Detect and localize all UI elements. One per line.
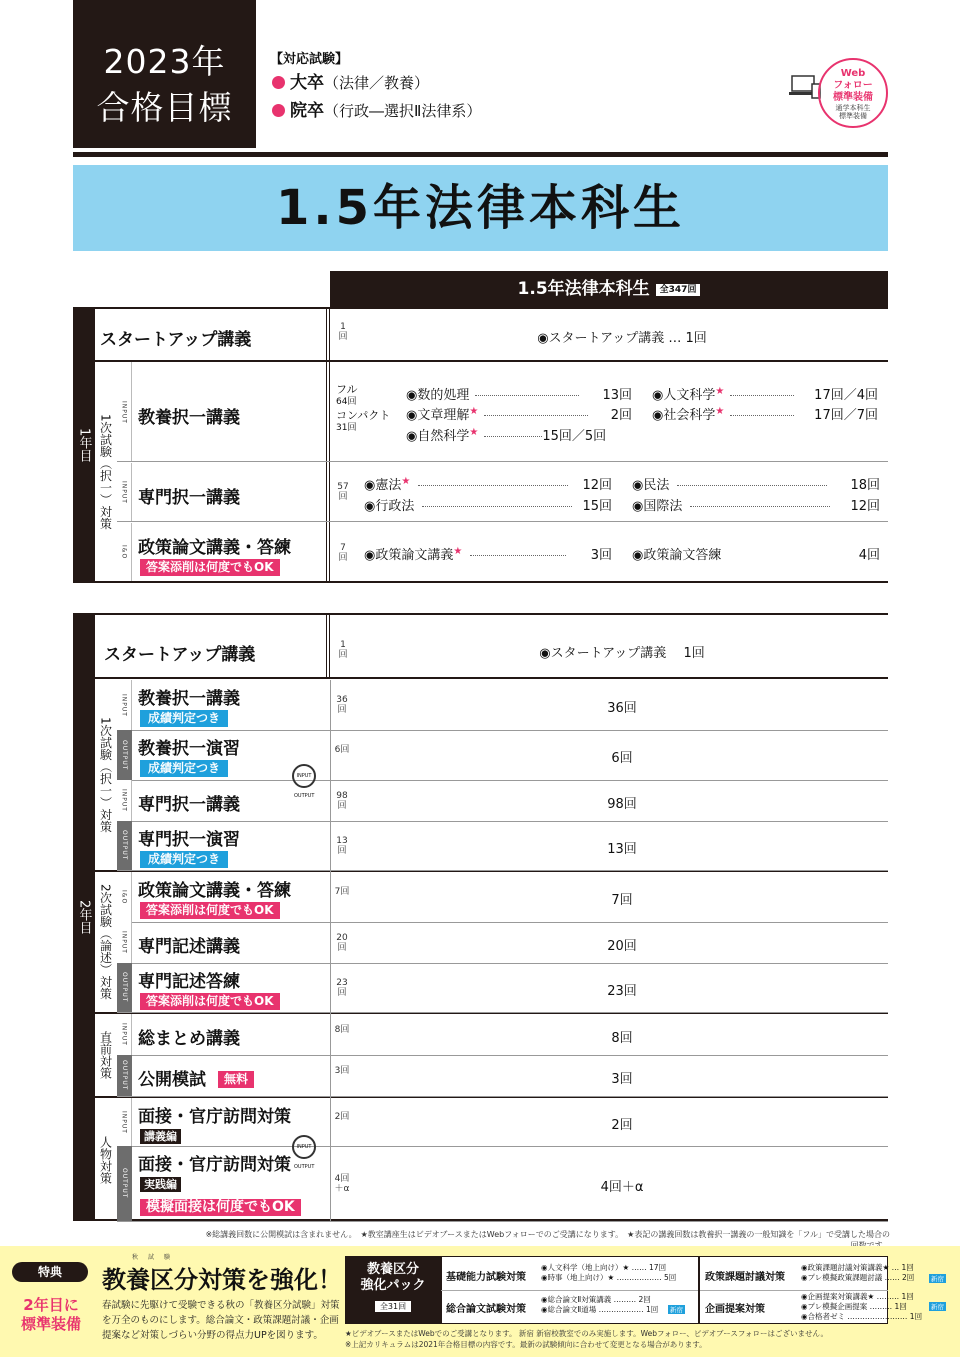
y2-phase4-label: 人物対策 — [98, 1135, 113, 1184]
y1-seisaku-item: ◉政策論文講義★ 3回 — [364, 546, 612, 563]
kikaku-items: ◉企画提案対策講義★ ……… 1回 ◉プレ模擬企画提案 ……… 1回 ◉合格者ゼミ …………………… 1回 — [801, 1292, 923, 1321]
y2-startup-name: スタートアップ講義 — [104, 645, 256, 665]
course-value: 23回 — [607, 983, 637, 999]
row-divider — [117, 922, 888, 923]
seisaku-items: ◉政策課題討議対策講義★ … 1回 ◉プレ模擬政策課題討議 …… 2回 — [801, 1263, 915, 1282]
course-tag-wrap — [140, 707, 228, 727]
course-tag: 成績判定つき — [140, 710, 228, 727]
course-value: 36回 — [607, 701, 637, 716]
course-tag: 答案添削は何度でもOK — [140, 902, 280, 919]
course-value: 2回 — [611, 1118, 633, 1133]
sogo-items: ◉総合論文Ⅱ対策講義 ……… 2回 ◉総合論文Ⅱ道場 ……………… 1回 — [541, 1295, 659, 1314]
io-type-cell: OUTPUT — [117, 1146, 132, 1221]
divider — [330, 680, 331, 1221]
row-divider — [117, 821, 888, 822]
target-exam-2: 院卒（行政―選択Ⅱ法律系） — [272, 96, 481, 121]
course-tag: 答案添削は何度でもOK — [140, 993, 280, 1010]
standard-equipment-label: 2年目に 標準装備 — [20, 1296, 81, 1333]
course-name: 面接・官庁訪問対策 — [138, 1155, 291, 1175]
promo-headline: 教養区分対策を強化！ — [102, 1266, 342, 1294]
y1-senmon-item: ◉憲法★ 12回 — [364, 476, 612, 493]
y1-kyoyo-item: ◉文章理解★ 2回 — [406, 406, 632, 423]
y1-seisaku-name: 政策論文講義・答練 — [138, 538, 291, 558]
course-value: 3回 — [611, 1071, 633, 1087]
y1-io-seisaku: I&O — [117, 523, 132, 581]
course-tag-wrap — [140, 1196, 301, 1216]
kiso-items: ◉人文科学（地上向け）★ …… 17回 ◉時事（地上向け）★ ……………… 5回 — [541, 1263, 677, 1282]
course-name: 専門記述講義 — [138, 936, 240, 957]
course-name: 政策論文講義・答練 — [138, 881, 291, 901]
divider — [698, 1256, 700, 1324]
target-exam-1: 大卒（法律／教養） — [272, 68, 429, 93]
bottom-footnotes: ★ビデオブースまたはWebでのご受講となります。 新宿 新宿校教室でのみ実施します。Webフォロー、ビデオブースフォローはございません。 ※上記カリキュラムは2021年合格目標の内容です。最新の試験傾向に合わせて変更となる場合があります。 — [345, 1329, 828, 1349]
year2-label: 2年目 — [73, 613, 95, 1221]
y1-io-senmon: INPUT — [117, 463, 132, 521]
course-tag-wrap — [140, 1173, 181, 1192]
course-count: 20回 — [336, 932, 348, 953]
course-count: 7回 — [334, 887, 350, 897]
row-divider — [117, 1012, 888, 1013]
goal-label: 合格目標 — [96, 88, 233, 127]
y1-senmon-item: ◉国際法 12回 — [632, 499, 880, 514]
y1-seisaku-tag: 答案添削は何度でもOK — [140, 556, 280, 576]
y1-kyoyo-item: ◉自然科学★ 15回／5回 — [406, 427, 607, 444]
course-name: 公開模試 — [138, 1069, 206, 1090]
course-name: 教養択一講義 — [138, 689, 240, 709]
row-divider — [117, 1096, 888, 1097]
y1-startup-name: スタートアップ講義 — [100, 330, 252, 350]
course-name: 教養択一演習 — [138, 739, 240, 759]
kiso-label: 基礎能力試験対策 — [446, 1272, 526, 1283]
sogo-label: 総合論文試験対策 — [446, 1304, 526, 1315]
course-tag: 模擬面接は何度でもOK — [140, 1199, 301, 1216]
course-name: 面接・官庁訪問対策 — [138, 1107, 291, 1127]
year1-label: 1年目 — [73, 307, 95, 583]
new-badge: 新宿 — [931, 1303, 944, 1311]
io-type-cell: INPUT — [117, 1098, 132, 1146]
course-count: 3回 — [334, 1065, 350, 1076]
course-value: 13回 — [607, 841, 637, 857]
course-name: 総まとめ講義 — [138, 1028, 240, 1049]
seisaku-label: 政策課題討議対策 — [705, 1272, 785, 1283]
course-count: 98回 — [336, 790, 348, 811]
total-count-badge: 全347回 — [656, 284, 701, 296]
y1-io-kyoyo: INPUT — [117, 362, 132, 462]
course-column-header: 1.5年法律本科生 全347回 — [330, 271, 888, 307]
course-tag-wrap — [140, 990, 280, 1010]
y1-kyoyo-name: 教養択一講義 — [138, 408, 240, 428]
io-type-cell: OUTPUT — [117, 963, 132, 1012]
devices-icon — [788, 74, 822, 102]
footnotes: ※総講義回数に公開模試は含まれません。 ★教室講座生はビデオブースまたはWebフォローでのご受講になります。 ★表記の講義回数は教養択一講義の一般知識を「フル」で受講した場合の — [205, 1230, 890, 1239]
io-type-cell: OUTPUT — [117, 821, 132, 870]
y2-phase1-label: 1次試験（択一）対策 — [98, 717, 113, 833]
io-type-cell: INPUT — [117, 922, 132, 963]
course-name: 専門択一講義 — [138, 794, 240, 815]
row-divider — [117, 870, 888, 871]
y1-senmon-item: ◉民法 18回 — [632, 478, 880, 493]
io-type-cell: OUTPUT — [117, 1055, 132, 1096]
course-value: 8回 — [611, 1030, 633, 1046]
course-count: 2回 — [334, 1112, 350, 1122]
y1-seisaku-item: ◉政策論文答練 4回 — [632, 548, 880, 563]
web-follow-badge: Web フォロー 標準装備 通学本科生 標準装備 — [818, 58, 888, 128]
y1-startup-count: 1回 — [338, 322, 348, 342]
course-count: 6回 — [334, 745, 350, 755]
y1-startup-value: ◉スタートアップ講義 … 1回 — [537, 331, 707, 346]
header-rule — [73, 152, 888, 157]
course-tag-wrap — [140, 1125, 181, 1144]
io-type-cell: INPUT — [117, 1014, 132, 1055]
row-divider — [117, 730, 888, 731]
course-tag: 成績判定つき — [140, 760, 228, 777]
page-title: 1.5年法律本科生 — [73, 165, 888, 251]
course-tag: 講義編 — [140, 1129, 181, 1144]
row-divider — [117, 963, 888, 964]
course-value: 20回 — [607, 938, 637, 954]
course-value: 4回＋α — [600, 1179, 644, 1195]
divider — [441, 1290, 888, 1291]
course-count: 36回 — [336, 695, 348, 715]
y1-kyoyo-item: ◉人文科学★ 17回／4回 — [652, 386, 878, 403]
y1-phase-label: 1次試験（択一）対策 — [98, 414, 113, 530]
row-divider — [117, 1221, 888, 1222]
io-type-cell: INPUT — [117, 680, 132, 730]
y1-senmon-count: 57回 — [337, 482, 349, 502]
y2-phase2-label: 2次試験（論述）対策 — [98, 884, 113, 1000]
y1-seisaku-count: 7回 — [338, 543, 348, 563]
bullet-icon — [272, 76, 285, 89]
y1-kyoyo-item: ◉数的処理 13回 — [406, 388, 632, 403]
course-tag-wrap — [140, 899, 280, 919]
course-name: 専門記述答練 — [138, 972, 240, 992]
y1-kyoyo-count: フル 64回 コンパクト 31回 — [336, 383, 391, 433]
io-type-cell: I&O — [117, 872, 132, 922]
io-cycle-icon: INPUT OUTPUT — [292, 764, 316, 788]
course-tag: 実践編 — [140, 1177, 181, 1192]
y2-startup-count: 1回 — [338, 640, 348, 660]
course-tag: 無料 — [218, 1071, 254, 1088]
headline-ruby: 秋 試 験 — [132, 1254, 173, 1261]
pack-box: 教養区分 強化パック 全31回 — [345, 1256, 441, 1324]
y1-senmon-name: 専門択一講義 — [138, 488, 240, 508]
course-value: 6回 — [611, 751, 633, 766]
new-badge: 新宿 — [670, 1306, 683, 1314]
course-value: 98回 — [607, 796, 637, 812]
course-tag-wrap — [140, 848, 228, 868]
kikaku-label: 企画提案対策 — [705, 1304, 765, 1315]
course-count: 4回＋α — [334, 1173, 350, 1194]
course-count: 8回 — [334, 1024, 350, 1035]
tokuten-badge: 特典 — [12, 1262, 88, 1282]
row-divider — [117, 1055, 888, 1056]
io-type-cell: OUTPUT — [117, 730, 132, 780]
year-goal-box — [73, 0, 256, 148]
new-badge: 新宿 — [931, 1275, 944, 1283]
course-name: 専門択一演習 — [138, 830, 240, 850]
year-label: 2023年 — [103, 42, 226, 81]
y2-startup-value: ◉スタートアップ講義 1回 — [539, 646, 705, 661]
io-type-cell: INPUT — [117, 780, 132, 821]
row-divider — [117, 780, 888, 781]
bullet-icon — [272, 104, 285, 117]
course-tag-wrap — [140, 757, 228, 777]
promo-description: 春試験に先駆けて受験できる秋の「教養区分試験」対策 を万全のものにします。総合論文・政策課題討議・企画 提案など対策しづらい分野の得点力UPを図ります。 — [102, 1300, 340, 1341]
y2-phase3-label: 直前対策 — [98, 1031, 113, 1079]
course-count: 13回 — [336, 835, 348, 856]
course-count: 23回 — [336, 977, 348, 998]
course-tag-wrap — [218, 1068, 254, 1088]
target-exam-label: 【対応試験】 — [270, 52, 349, 67]
io-cycle-icon: INPUT OUTPUT — [292, 1135, 316, 1159]
row-divider — [117, 1146, 888, 1147]
course-tag: 成績判定つき — [140, 851, 228, 868]
y1-kyoyo-item: ◉社会科学★ 17回／7回 — [652, 406, 878, 423]
course-value: 7回 — [611, 893, 633, 908]
y1-senmon-item: ◉行政法 15回 — [364, 499, 612, 514]
